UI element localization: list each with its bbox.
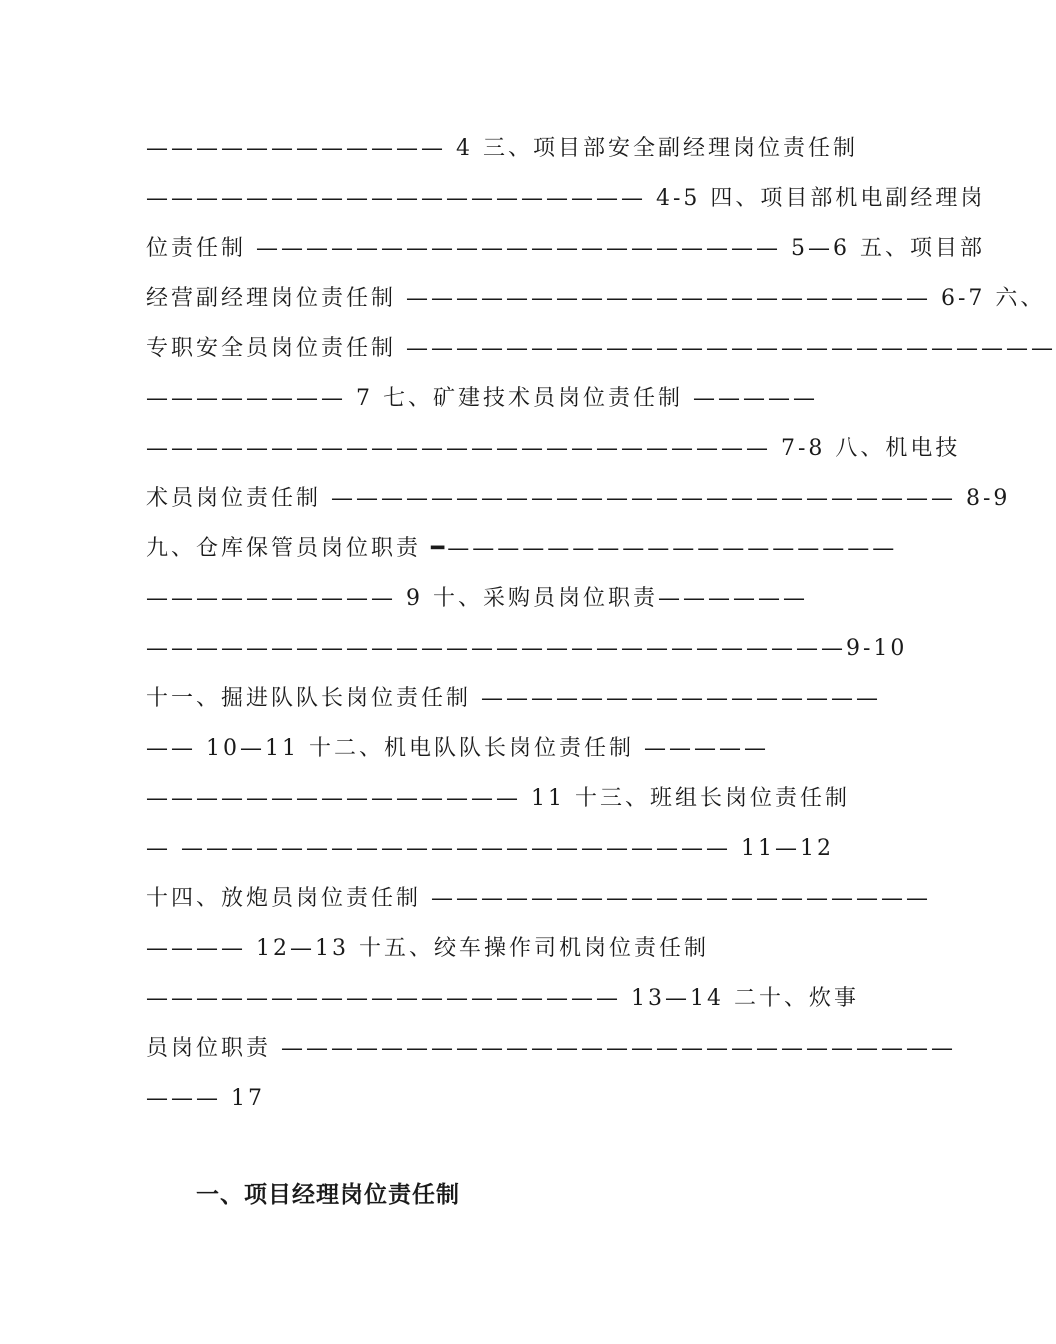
toc-line: ———————————————————— 4-5 四、项目部机电副经理岗: [146, 186, 986, 211]
toc-line: ——————————————— 11 十三、班组长岗位责任制: [146, 786, 850, 811]
toc-line: ——————————————————— 13—14 二十、炊事: [146, 986, 859, 1011]
table-of-contents: [146, 128, 1056, 1128]
toc-line: —————————— 9 十、采购员岗位职责——————: [146, 586, 808, 611]
toc-line: 专职安全员岗位责任制 ——————————————————————————: [146, 336, 1056, 361]
toc-line: ———— 12—13 十五、绞车操作司机岗位责任制: [146, 936, 709, 961]
toc-line: [146, 628, 908, 678]
section-heading: 一、项目经理岗位责任制: [196, 1182, 460, 1208]
toc-line: ——— 17: [146, 1086, 265, 1111]
toc-line: —— 10—11 十二、机电队队长岗位责任制 —————: [146, 736, 769, 761]
toc-line: ————————————————————————— 7-8 八、机电技: [146, 436, 961, 461]
toc-line: ———————————— 4 三、项目部安全副经理岗位责任制: [146, 136, 858, 161]
toc-dashes: ————————————————————————————: [146, 636, 846, 661]
toc-line: 十一、掘进队队长岗位责任制 ————————————————: [146, 686, 881, 711]
toc-line: 九、仓库保管员岗位职责 ━——————————————————: [146, 536, 898, 561]
toc-line: 术员岗位责任制 ————————————————————————— 8-9: [146, 486, 1011, 511]
toc-line: 员岗位职责 ———————————————————————————: [146, 1036, 956, 1061]
toc-line: 十四、放炮员岗位责任制 ————————————————————: [146, 886, 931, 911]
toc-line: — —————————————————————— 11—12: [146, 836, 834, 861]
toc-line: 位责任制 ————————————————————— 5—6 五、项目部: [146, 236, 985, 261]
toc-line: ———————— 7 七、矿建技术员岗位责任制 —————: [146, 386, 818, 411]
toc-page-number: 9-10: [846, 636, 908, 661]
toc-line: 经营副经理岗位责任制 ————————————————————— 6-7 六、: [146, 286, 1046, 311]
